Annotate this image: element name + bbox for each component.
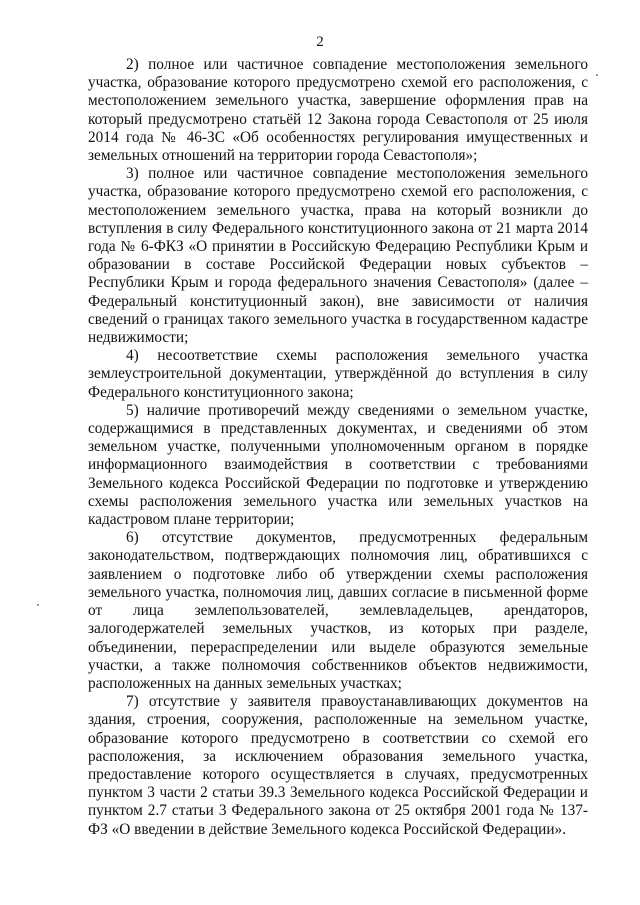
paragraph-item-5: 5) наличие противоречий между сведениями о земельном участке, содержащимися в представленных документах, и сведениями об этом земельном участке, полученными уполномоченным органом в порядке информационного взаимодействия в соответствии с требованиями Земельного кодекса Российской Федерации по подготовке и утверждению схемы расположения земельного участка или земельных участков на кадастровом плане территории; [88, 401, 588, 529]
document-body [88, 56, 588, 839]
paragraph-item-7: 7) отсутствие у заявителя правоустанавливающих документов на здания, строения, сооружения, расположенные на земельном участке, образование которого предусмотрено в соответствии со схемой его расположения, за исключением образования земельного участка, предоставление которого осуществляется в случаях, предусмотренных пунктом 3 части 2 статьи 39.3 Земельного кодекса Российской Федерации и пунктом 2.7 статьи 3 Федерального закона от 25 октября 2001 года № 137-ФЗ «О введении в действие Земельного кодекса Российской Федерации». [88, 693, 588, 838]
paragraph-item-3: 3) полное или частичное совпадение местоположения земельного участка, образование которого предусмотрено схемой его расположения, с местоположением земельного участка, права на который возникли до вступления в силу Федерального конституционного закона от 21 марта 2014 года № 6-ФКЗ «О принятии в Российскую Федерацию Республики Крым и образовании в составе Российской Федерации новых субъектов – Республики Крым и города федерального значения Севастополя» (далее – Федеральный конституционный закон), вне зависимости от наличия сведений о границах такого земельного участка в государственном кадастре недвижимости; [88, 165, 588, 347]
page-number: 2 [316, 34, 324, 50]
paragraph-item-4: 4) несоответствие схемы расположения земельного участка землеустроительной документации, утверждённой до вступления в силу Федерального конституционного закона; [88, 347, 588, 401]
scan-artifact-dot [596, 74, 598, 76]
paragraph-item-6: 6) отсутствие документов, предусмотренных федеральным законодательством, подтверждающих полномочия лиц, обратившихся с заявлением о подготовке либо об утверждении схемы расположения земельного участка, полномочия лиц, давших согласие в письменной форме от лица землепользователей, землевладельцев, арендаторов, залогодержателей земельных участков, из которых при разделе, объединении, перераспределении или выделе образуются земельные участки, а также полномочия собственников объектов недвижимости, расположенных на данных земельных участках; [88, 529, 588, 692]
paragraph-item-2: 2) полное или частичное совпадение местоположения земельного участка, образование которого предусмотрено схемой его расположения, с местоположением земельного участка, завершение оформления прав на который предусмотрено статьёй 12 Закона города Севастополя от 25 июля 2014 года № 46-ЗС «Об особенностях регулирования имущественных и земельных отношений на территории города Севастополя»; [88, 56, 588, 165]
scan-artifact-dot [37, 604, 39, 606]
